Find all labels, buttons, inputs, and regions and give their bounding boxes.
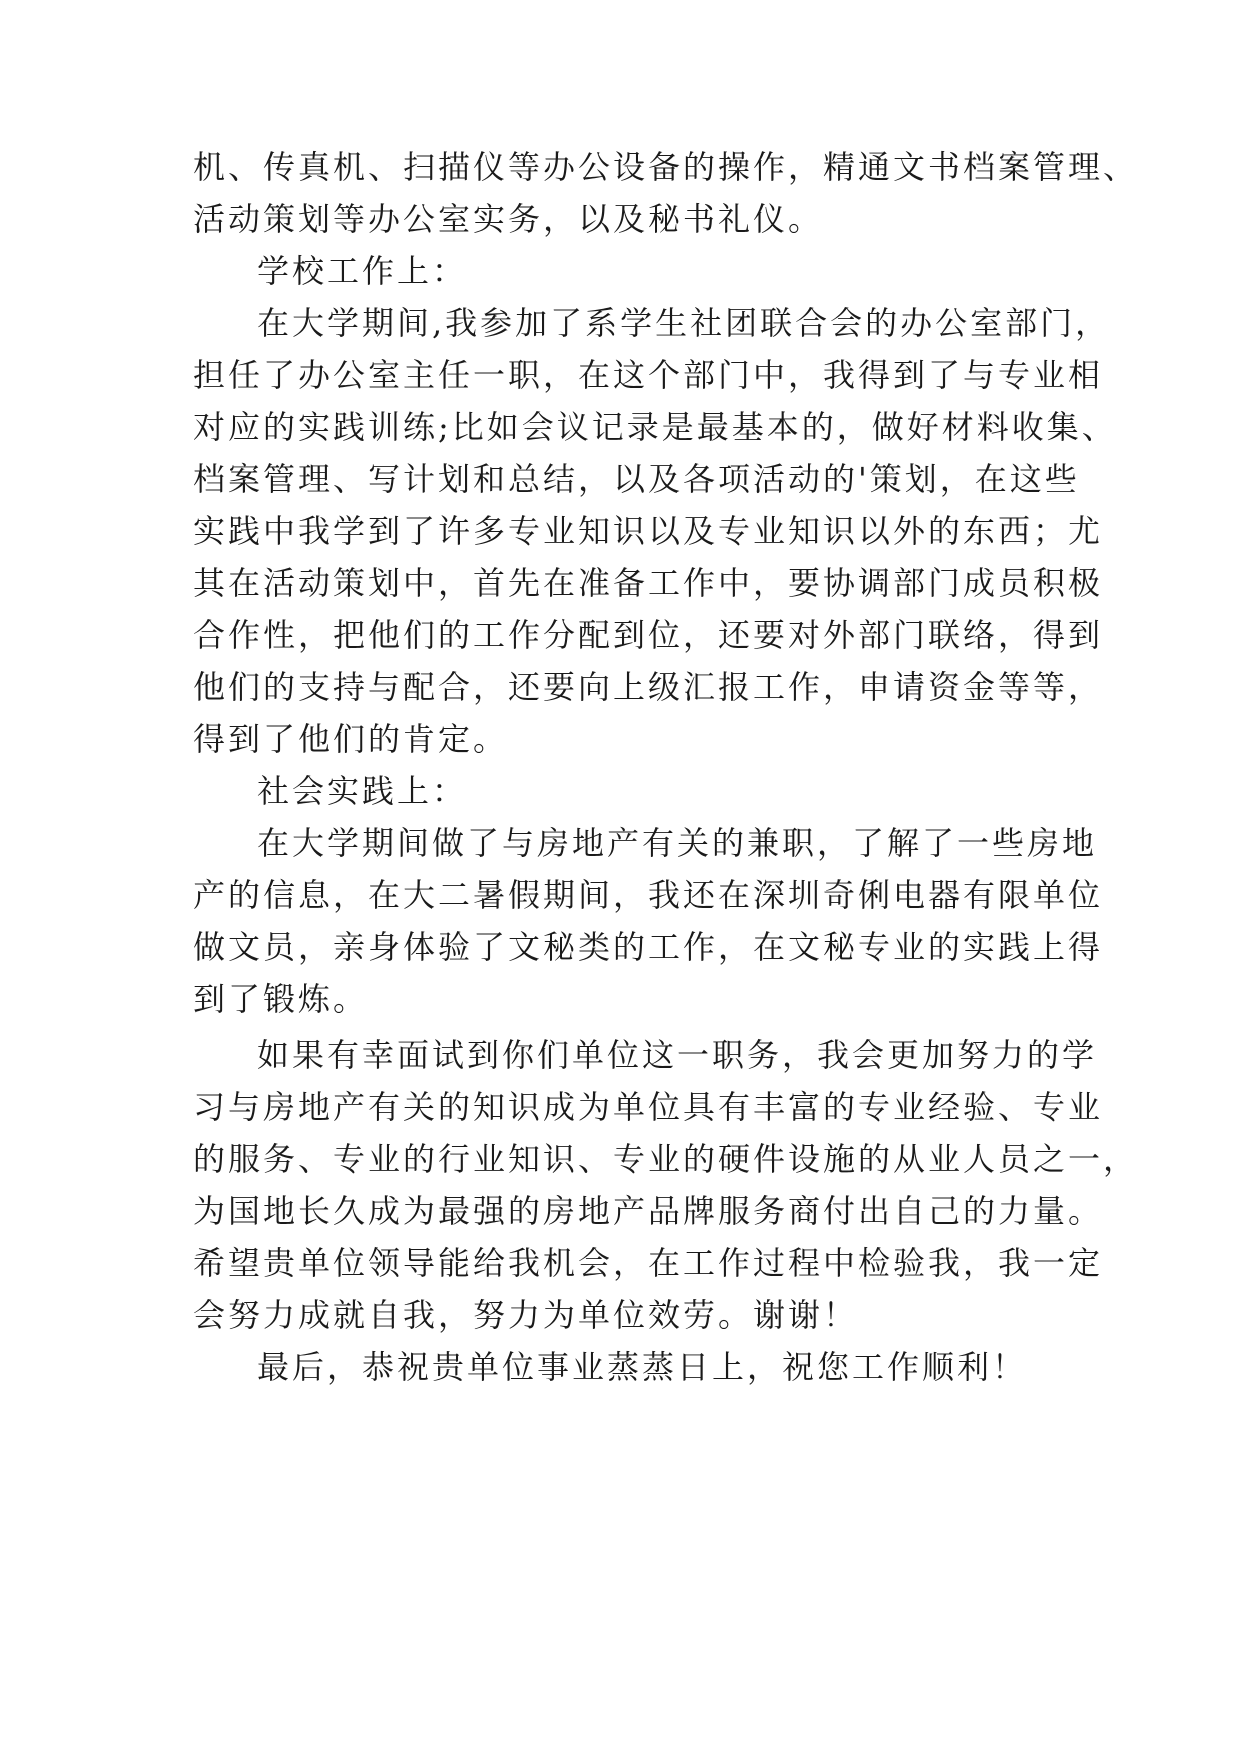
text-line: 担任了办公室主任一职，在这个部门中，我得到了与专业相 [193, 356, 1104, 394]
section-heading: 学校工作上： [257, 252, 468, 290]
text-line: 到了锻炼。 [193, 980, 369, 1018]
text-line: 的服务、专业的行业知识、专业的硬件设施的从业人员之一， [193, 1140, 1139, 1178]
text-line: 做文员，亲身体验了文秘类的工作，在文秘专业的实践上得 [193, 928, 1104, 966]
text-line: 最后，恭祝贵单位事业蒸蒸日上，祝您工作顺利！ [257, 1348, 1028, 1386]
text-line: 在大学期间,我参加了系学生社团联合会的办公室部门， [257, 304, 1111, 342]
text-line: 其在活动策划中，首先在准备工作中，要协调部门成员积极 [193, 564, 1104, 602]
text-line: 机、传真机、扫描仪等办公设备的操作，精通文书档案管理、 [193, 148, 1139, 186]
text-line: 如果有幸面试到你们单位这一职务，我会更加努力的学 [257, 1036, 1098, 1074]
text-line: 为国地长久成为最强的房地产品牌服务商付出自己的力量。 [193, 1192, 1104, 1230]
text-line: 得到了他们的肯定。 [193, 720, 509, 758]
text-line: 希望贵单位领导能给我机会，在工作过程中检验我，我一定 [193, 1244, 1104, 1282]
text-line: 产的信息，在大二暑假期间，我还在深圳奇俐电器有限单位 [193, 876, 1104, 914]
text-line: 在大学期间做了与房地产有关的兼职，了解了一些房地 [257, 824, 1098, 862]
text-line: 合作性，把他们的工作分配到位，还要对外部门联络，得到 [193, 616, 1104, 654]
text-line: 会努力成就自我，努力为单位效劳。谢谢！ [193, 1296, 859, 1334]
text-line: 对应的实践训练;比如会议记录是最基本的，做好材料收集、 [193, 408, 1117, 446]
section-heading: 社会实践上： [257, 772, 468, 810]
text-line: 档案管理、写计划和总结，以及各项活动的'策划，在这些 [193, 460, 1080, 498]
text-line: 习与房地产有关的知识成为单位具有丰富的专业经验、专业 [193, 1088, 1104, 1126]
text-line: 他们的支持与配合，还要向上级汇报工作，申请资金等等， [193, 668, 1104, 706]
text-line: 实践中我学到了许多专业知识以及专业知识以外的东西；尤 [193, 512, 1104, 550]
text-line: 活动策划等办公室实务，以及秘书礼仪。 [193, 200, 824, 238]
